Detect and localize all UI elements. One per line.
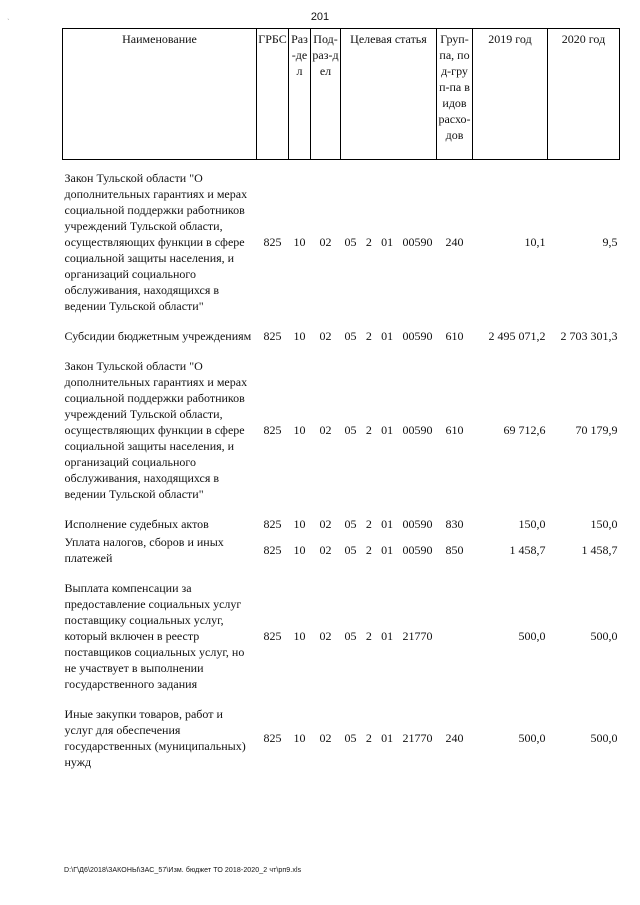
- row-podrazdel: 02: [319, 423, 332, 437]
- target-part: 2: [365, 235, 372, 249]
- table-row: [63, 160, 620, 315]
- row-target: [341, 314, 437, 344]
- table-row: [63, 692, 620, 770]
- row-podrazdel: 02: [319, 329, 332, 343]
- target-part: 01: [381, 543, 394, 557]
- target-part: 21770: [402, 731, 433, 745]
- row-grbs: 825: [263, 731, 282, 745]
- row-grbs: 825: [263, 517, 282, 531]
- row-podrazdel: 02: [319, 517, 332, 531]
- target-part: 01: [381, 517, 394, 531]
- row-vid: 610: [445, 329, 464, 343]
- header-name: Наименование: [63, 29, 257, 160]
- target-part: 2: [365, 629, 372, 643]
- header-grbs: ГРБС: [257, 29, 289, 160]
- row-podrazdel: 02: [319, 629, 332, 643]
- row-2020: 500,0: [590, 629, 618, 643]
- target-part: 01: [381, 423, 394, 437]
- scan-mark: ˎ: [7, 11, 10, 20]
- table-row: [63, 566, 620, 692]
- target-part: 2: [365, 423, 372, 437]
- row-name: Выплата компенсации за предоставление социальных услуг поставщику социальных услуг, который включен в реестр поставщиков социальных услуг, но не участвует в выполнении государственного задания: [64, 581, 245, 691]
- row-target: [341, 344, 437, 502]
- table-row: [63, 344, 620, 502]
- row-grbs: 825: [263, 629, 282, 643]
- header-target: Целевая статья: [341, 29, 437, 160]
- row-2019: 500,0: [518, 629, 546, 643]
- row-vid: 240: [445, 235, 464, 249]
- row-target: [341, 566, 437, 692]
- target-part: 00590: [402, 423, 433, 437]
- target-part: 01: [381, 629, 394, 643]
- target-part: 05: [344, 329, 357, 343]
- row-2020: 1 458,7: [581, 543, 618, 557]
- row-target: [341, 692, 437, 770]
- target-part: 00590: [402, 543, 433, 557]
- target-part: 05: [344, 517, 357, 531]
- row-2020: 70 179,9: [575, 423, 618, 437]
- target-part: 01: [381, 731, 394, 745]
- row-2019: 2 495 071,2: [488, 329, 546, 343]
- target-part: 2: [365, 517, 372, 531]
- target-part: 2: [365, 543, 372, 557]
- row-razdel: 10: [293, 517, 306, 531]
- header-podrazdel: Под-раз-дел: [311, 29, 341, 160]
- target-part: 2: [365, 731, 372, 745]
- row-razdel: 10: [293, 329, 306, 343]
- target-part: 2: [365, 329, 372, 343]
- target-part: 05: [344, 629, 357, 643]
- row-2020: 500,0: [590, 731, 618, 745]
- row-podrazdel: 02: [319, 731, 332, 745]
- budget-table: [62, 28, 620, 770]
- row-vid: 850: [445, 543, 464, 557]
- row-vid: 830: [445, 517, 464, 531]
- row-grbs: 825: [263, 423, 282, 437]
- target-part: 05: [344, 543, 357, 557]
- row-podrazdel: 02: [319, 543, 332, 557]
- row-grbs: 825: [263, 235, 282, 249]
- row-2019: 10,1: [524, 235, 546, 249]
- target-part: 01: [381, 329, 394, 343]
- target-part: 00590: [402, 517, 433, 531]
- table-row: [63, 532, 620, 566]
- row-2020: 150,0: [590, 517, 618, 531]
- target-part: 21770: [402, 629, 433, 643]
- row-razdel: 10: [293, 629, 306, 643]
- row-razdel: 10: [293, 543, 306, 557]
- target-part: 00590: [402, 329, 433, 343]
- row-2019: 150,0: [518, 517, 546, 531]
- table-row: [63, 502, 620, 532]
- row-name: Закон Тульской области "О дополнительных гарантиях и мерах социальной поддержки работников учреждений Тульской области, осуществляющих функции в сфере социальной защиты населения, и организаций социального обслуживания, находящихся в ведении Тульской области": [64, 171, 248, 313]
- page-number: 201: [310, 11, 330, 23]
- row-razdel: 10: [293, 731, 306, 745]
- header-2019: 2019 год: [473, 29, 548, 160]
- row-target: [341, 532, 437, 566]
- header-row: [63, 29, 620, 160]
- row-2020: 2 703 301,3: [560, 329, 618, 343]
- target-part: 05: [344, 423, 357, 437]
- row-vid: 610: [445, 423, 464, 437]
- table-row: [63, 314, 620, 344]
- header-vid: Груп-па, под-груп-па видов расхо-дов: [437, 29, 473, 160]
- row-vid: [437, 566, 473, 692]
- row-2019: 500,0: [518, 731, 546, 745]
- row-target: [341, 160, 437, 315]
- header-razdel: Раз-дел: [289, 29, 311, 160]
- row-vid: 240: [445, 731, 464, 745]
- row-grbs: 825: [263, 543, 282, 557]
- row-razdel: 10: [293, 235, 306, 249]
- row-2019: 1 458,7: [509, 543, 546, 557]
- header-2020: 2020 год: [548, 29, 620, 160]
- row-name: Исполнение судебных актов: [64, 517, 209, 531]
- row-grbs: 825: [263, 329, 282, 343]
- target-part: 05: [344, 731, 357, 745]
- target-part: 05: [344, 235, 357, 249]
- row-name: Уплата налогов, сборов и иных платежей: [64, 535, 224, 565]
- row-2020: 9,5: [602, 235, 618, 249]
- row-razdel: 10: [293, 423, 306, 437]
- target-part: 00590: [402, 235, 433, 249]
- file-path-footer: D:\Г\Д6\2018\ЗАКОНЫ\ЗАС_57\Изм. бюджет ТО 2018-2020_2 чт\рп9.xls: [64, 867, 302, 874]
- row-podrazdel: 02: [319, 235, 332, 249]
- row-name: Закон Тульской области "О дополнительных гарантиях и мерах социальной поддержки работников учреждений Тульской области, осуществляющих функции в сфере социальной защиты населения, и организаций социального обслуживания, находящихся в ведении Тульской области": [64, 359, 248, 501]
- row-target: [341, 502, 437, 532]
- row-name: Субсидии бюджетным учреждениям: [64, 329, 252, 343]
- row-name: Иные закупки товаров, работ и услуг для обеспечения государственных (муниципальных) нужд: [64, 707, 246, 769]
- row-2019: 69 712,6: [503, 423, 546, 437]
- target-part: 01: [381, 235, 394, 249]
